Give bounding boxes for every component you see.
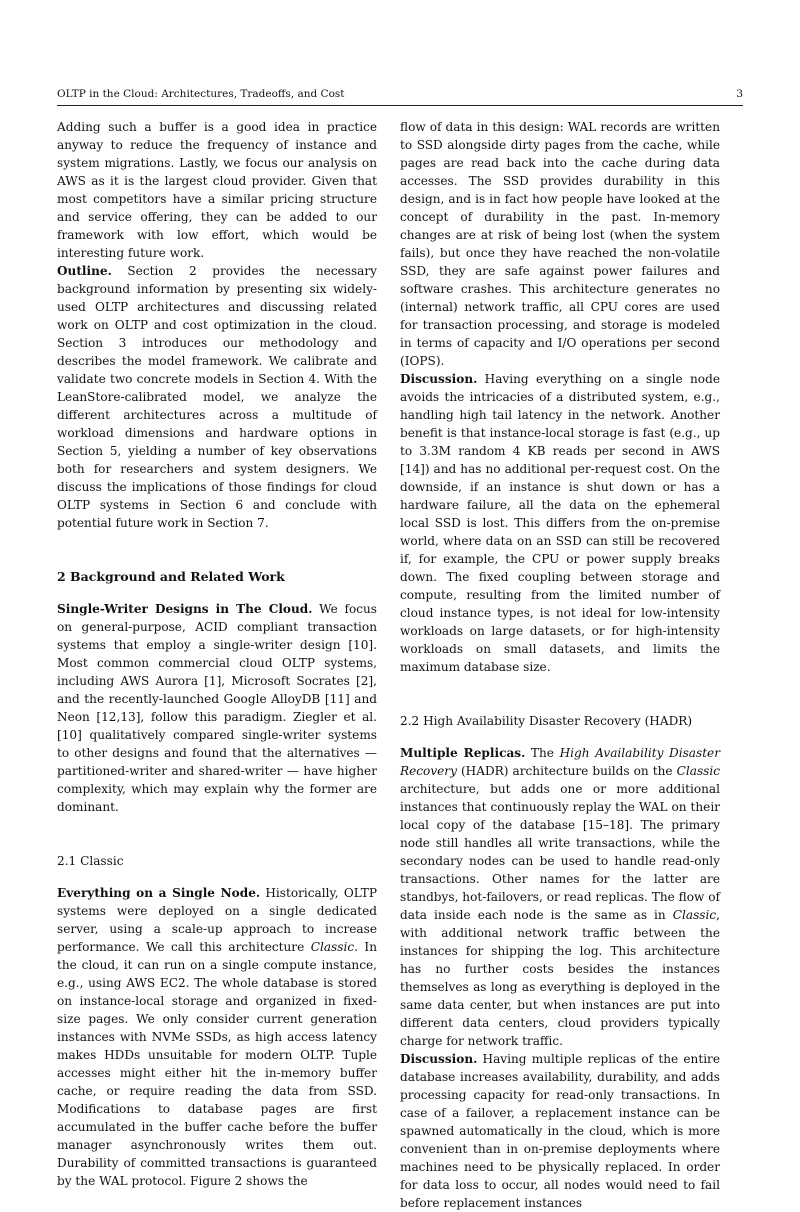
paragraph-discussion-classic bbox=[400, 370, 720, 676]
replicas-text-3: architecture, but adds one or more additional instances that continuously replay the WAL on their local copy of the database [15–18]. The primary node still handles all write transactions, while the secondary nodes can be used to handle read-only transactions. Other names for the latter are standbys, hot-failovers, or read replicas. The flow of data inside each node is the same as in bbox=[400, 782, 720, 922]
run-in-heading-outline: Outline. bbox=[57, 264, 112, 278]
paragraph-single-writer bbox=[57, 600, 377, 816]
classic-italic-3: Classic bbox=[672, 908, 717, 922]
single-node-text-2: . In the cloud, it can run on a single compute instance, e.g., using AWS EC2. The whole database is stored on instance-local storage and organized in fixed-size pages. We only consider current generation instances with NVMe SSDs, as high access latency makes HDDs unsuitable for modern OLTP. Tuple accesses might either hit the in-memory buffer cache, or require reading the data from SSD. Modifications to database pages are first accumulated in the buffer cache before the buffer manager asynchronously writes them out. Durability of committed transactions is guaranteed by the WAL protocol. Figure 2 shows the bbox=[57, 940, 377, 1188]
paragraph-discussion-hadr bbox=[400, 1050, 720, 1212]
single-writer-text: We focus on general-purpose, ACID compliant transaction systems that employ a single-writer design [10]. Most common commercial cloud OLTP systems, including AWS Aurora [1], Microsoft Socrates [2], and the recently-launched Google AlloyDB [11] and Neon [12,13], follow this paradigm. Ziegler et al. [10] qualitatively compared single-writer systems to other designs and found that the alternatives — partitioned-writer and shared-writer — have higher complexity, which may explain why the former are dominant. bbox=[57, 602, 377, 814]
discussion-2-text: Having multiple replicas of the entire database increases availability, durability, and adds processing capacity for read-only transactions. In case of a failover, a replacement instance can be spawned automatically in the cloud, which is more convenient than in on-premise deployments where machines need to be physically replaced. In order for data loss to occur, all nodes would need to fail before replacement instances bbox=[400, 1052, 720, 1210]
paragraph-single-node bbox=[57, 884, 377, 1190]
paragraph-data-flow: flow of data in this design: WAL records are written to SSD alongside dirty pages from the cache, while pages are read back into the cache during data accesses. The SSD provides durability in this design, and is in fact how people have looked at the concept of durability in the past. In-memory changes are at risk of being lost (when the system fails), but once they have reached the non-volatile SSD, they are safe against power failures and software crashes. This architecture generates no (internal) network traffic, all CPU cores are used for transaction processing, and storage is modeled in terms of capacity and I/O operations per second (IOPS). bbox=[400, 120, 720, 368]
subsection-heading-2-2: 2.2 High Availability Disaster Recovery (HADR) bbox=[400, 714, 693, 728]
subsection-heading-2-1: 2.1 Classic bbox=[57, 854, 124, 868]
running-header bbox=[57, 88, 743, 106]
outline-text: Section 2 provides the necessary background information by presenting six widely-used OLTP architectures and discussing related work on OLTP and cost optimization in the cloud. Section 3 introduces our methodology and describes the model framework. We calibrate and validate two concrete models in Section 4. With the LeanStore-calibrated model, we analyze the different architectures across a multitude of workload dimensions and hardware options in Section 5, yielding a number of key observations both for researchers and system designers. We discuss the implications of those findings for cloud OLTP systems in Section 6 and conclude with potential future work in Section 7. bbox=[57, 264, 377, 530]
right-column bbox=[400, 118, 720, 1212]
classic-italic: Classic bbox=[310, 940, 355, 954]
section-heading-2: 2 Background and Related Work bbox=[57, 569, 285, 584]
left-column bbox=[57, 118, 377, 1190]
run-in-heading-discussion-1: Discussion. bbox=[400, 372, 478, 386]
page-number: 3 bbox=[736, 88, 743, 100]
single-node-text-1: Historically, OLTP systems were deployed on a single dedicated server, using a scale-up approach to increase performance. We call this architecture bbox=[57, 886, 377, 954]
replicas-text-1: The bbox=[525, 746, 560, 760]
replicas-text-4: , with additional network traffic between the instances for shipping the log. This architecture has no further costs besides the instances themselves as long as everything is deployed in the same data center, but when instances are put into different data centers, cloud providers typically charge for network traffic. bbox=[400, 908, 720, 1048]
running-title: OLTP in the Cloud: Architectures, Tradeoffs, and Cost bbox=[57, 88, 345, 100]
run-in-heading-multiple-replicas: Multiple Replicas. bbox=[400, 746, 526, 760]
hadr-italic: High Availability Disaster Recovery bbox=[400, 746, 721, 778]
run-in-heading-single-node: Everything on a Single Node. bbox=[57, 886, 261, 900]
paragraph-multiple-replicas bbox=[400, 744, 720, 1050]
classic-italic-2: Classic bbox=[676, 764, 720, 778]
run-in-heading-single-writer: Single-Writer Designs in The Cloud. bbox=[57, 602, 313, 616]
replicas-text-2: (HADR) architecture builds on the bbox=[456, 764, 677, 778]
run-in-heading-discussion-2: Discussion. bbox=[400, 1052, 478, 1066]
discussion-1-text: Having everything on a single node avoids the intricacies of a distributed system, e.g., handling high tail latency in the network. Another benefit is that instance-local storage is fast (e.g., up to 3.3M random 4 KB reads per second in AWS [14]) and has no additional per-request cost. On the downside, if an instance is shut down or has a hardware failure, all the data on the ephemeral local SSD is lost. This differs from the on-premise world, where data on an SSD can still be recovered if, for example, the CPU or power supply breaks down. The fixed coupling between storage and compute, resulting from the limited number of cloud instance types, is not ideal for low-intensity workloads on large datasets, or for high-intensity workloads on small datasets, and limits the maximum database size. bbox=[400, 372, 720, 674]
paragraph-buffer: Adding such a buffer is a good idea in practice anyway to reduce the frequency of instance and system migrations. Lastly, we focus our analysis on AWS as it is the largest cloud provider. Given that most competitors have a similar pricing structure and service offering, they can be added to our framework with low effort, which would be interesting future work. bbox=[57, 120, 377, 260]
paragraph-outline bbox=[57, 262, 377, 532]
